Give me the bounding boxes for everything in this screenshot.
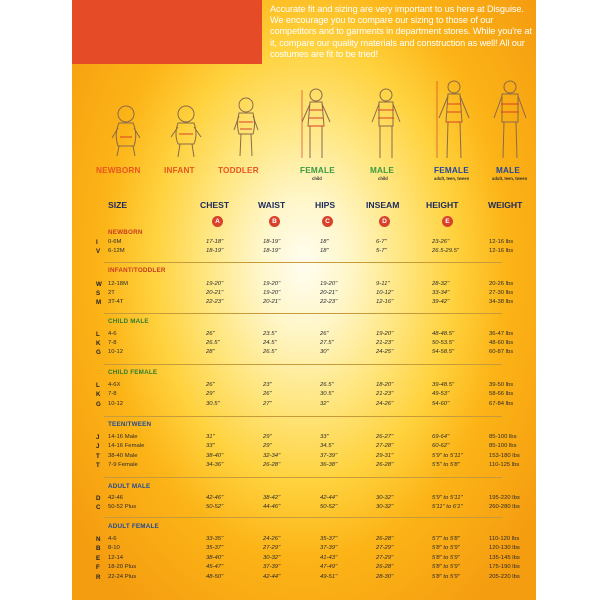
hips-cell: 18"	[320, 239, 329, 245]
size-name: 10-12	[108, 401, 124, 407]
waist-cell: 18-19"	[263, 239, 281, 245]
section-divider	[104, 313, 502, 314]
marker-c: C	[322, 216, 333, 227]
size-code: J	[96, 443, 100, 450]
size-code: N	[96, 536, 101, 543]
height-cell: 5'8" to 5'9"	[432, 555, 460, 561]
female-adult-figure	[434, 78, 474, 162]
size-code: C	[96, 504, 101, 511]
weight-cell: 58-66 lbs	[489, 391, 514, 397]
waist-cell: 38-42"	[263, 495, 281, 501]
table-row	[72, 503, 536, 512]
chest-cell: 35-37"	[206, 545, 224, 551]
waist-cell: 26"	[263, 391, 272, 397]
waist-cell: 26-28"	[263, 462, 281, 468]
inseam-cell: 28-30"	[376, 574, 394, 580]
chest-cell: 38-40"	[206, 555, 224, 561]
hips-cell: 30.5"	[320, 391, 334, 397]
table-row	[72, 535, 536, 544]
size-code: L	[96, 331, 100, 338]
chest-cell: 20-21"	[206, 290, 224, 296]
section-heading: CHILD FEMALE	[108, 369, 158, 376]
hips-cell: 19-20"	[320, 281, 338, 287]
figure-label-toddler: TODDLER	[218, 166, 259, 175]
figure-sub-male-child: child	[378, 176, 388, 181]
weight-cell: 27-30 lbs	[489, 290, 514, 296]
table-row	[72, 238, 536, 247]
figure-label-male-child: MALE	[370, 166, 394, 175]
size-name: 6-12M	[108, 248, 125, 254]
size-code: J	[96, 434, 100, 441]
hips-cell: 42-44"	[320, 495, 338, 501]
waist-cell: 24-26"	[263, 536, 281, 542]
size-name: 12-14	[108, 555, 124, 561]
size-code: T	[96, 453, 100, 460]
inseam-cell: 24-25"	[376, 349, 394, 355]
height-cell: 5'7" to 5'8"	[432, 536, 460, 542]
waist-cell: 32-34"	[263, 453, 281, 459]
header-size: SIZE	[108, 200, 128, 210]
weight-cell: 110-120 lbs	[489, 536, 520, 542]
height-cell: 49-53"	[432, 391, 450, 397]
figure-sub-female-adult: adult, teen, tween	[434, 176, 470, 181]
header-weight: WEIGHT	[488, 200, 523, 210]
size-name: 7-9 Female	[108, 462, 138, 468]
header-hips: HIPS	[315, 200, 336, 210]
chest-cell: 50-52"	[206, 504, 224, 510]
chest-cell: 17-18"	[206, 239, 224, 245]
table-row	[72, 461, 536, 470]
section-heading: NEWBORN	[108, 229, 143, 236]
size-name: 4-6X	[108, 382, 121, 388]
figure-sub-male-adult: adult, teen, tween	[492, 176, 528, 181]
section-heading: CHILD MALE	[108, 318, 149, 325]
hips-cell: 30"	[320, 349, 329, 355]
size-name: 7-8	[108, 340, 117, 346]
height-cell: 54-58.5"	[432, 349, 455, 355]
hips-cell: 32"	[320, 401, 329, 407]
figure-label-newborn: NEWBORN	[96, 166, 141, 175]
chest-cell: 31"	[206, 434, 215, 440]
chest-cell: 18-19"	[206, 248, 224, 254]
chest-cell: 29"	[206, 391, 215, 397]
waist-cell: 19-20"	[263, 290, 281, 296]
table-row	[72, 289, 536, 298]
hips-cell: 47-49"	[320, 564, 338, 570]
chest-cell: 45-47"	[206, 564, 224, 570]
table-row	[72, 348, 536, 357]
newborn-figure	[106, 104, 146, 160]
height-cell: 28-32"	[432, 281, 450, 287]
table-row	[72, 494, 536, 503]
chest-cell: 26"	[206, 382, 215, 388]
height-cell: 5'8" to 5'9"	[432, 574, 460, 580]
chest-cell: 30.5"	[206, 401, 220, 407]
size-code: D	[96, 495, 101, 502]
marker-d: D	[379, 216, 390, 227]
male-child-figure	[368, 86, 404, 162]
chest-cell: 33"	[206, 443, 215, 449]
section-divider	[104, 477, 502, 478]
size-name: 3T-4T	[108, 299, 124, 305]
weight-cell: 120-130 lbs	[489, 545, 520, 551]
waist-cell: 44-46"	[263, 504, 281, 510]
chest-cell: 48-50"	[206, 574, 224, 580]
table-row	[72, 247, 536, 256]
weight-cell: 67-84 lbs	[489, 401, 514, 407]
inseam-cell: 27-29"	[376, 555, 394, 561]
inseam-cell: 27-29"	[376, 545, 394, 551]
chest-cell: 22-23"	[206, 299, 224, 305]
weight-cell: 34-38 lbs	[489, 299, 514, 305]
weight-cell: 85-100 lbs	[489, 443, 517, 449]
table-row	[72, 381, 536, 390]
hips-cell: 49-51"	[320, 574, 338, 580]
chest-cell: 26.5"	[206, 340, 220, 346]
table-row	[72, 442, 536, 451]
inseam-cell: 30-32"	[376, 495, 394, 501]
size-name: 12-18M	[108, 281, 128, 287]
waist-cell: 27"	[263, 401, 272, 407]
marker-b: B	[269, 216, 280, 227]
inseam-cell: 21-23"	[376, 340, 394, 346]
section-divider	[104, 517, 502, 518]
weight-cell: 175-190 lbs	[489, 564, 520, 570]
marker-a: A	[212, 216, 223, 227]
height-cell: 5'5" to 5'8"	[432, 462, 460, 468]
figure-label-female-adult: FEMALE	[434, 166, 469, 175]
section-divider	[104, 364, 502, 365]
hips-cell: 26.5"	[320, 382, 334, 388]
size-name: 0-6M	[108, 239, 122, 245]
brand-color-block	[72, 0, 262, 64]
waist-cell: 27-29"	[263, 545, 281, 551]
section-heading: TEEN/TWEEN	[108, 421, 152, 428]
weight-cell: 110-125 lbs	[489, 462, 520, 468]
height-cell: 23-26"	[432, 239, 450, 245]
size-chart-page	[72, 0, 536, 600]
figure-label-female-child: FEMALE	[300, 166, 335, 175]
size-name: 7-8	[108, 391, 117, 397]
inseam-cell: 24-26"	[376, 401, 394, 407]
toddler-figure	[230, 96, 262, 160]
chest-cell: 33-35"	[206, 536, 224, 542]
chest-cell: 19-20"	[206, 281, 224, 287]
hips-cell: 18"	[320, 248, 329, 254]
waist-cell: 24.5"	[263, 340, 277, 346]
hips-cell: 22-23"	[320, 299, 338, 305]
size-code: K	[96, 340, 101, 347]
chest-cell: 28"	[206, 349, 215, 355]
inseam-cell: 27-28"	[376, 443, 394, 449]
table-row	[72, 330, 536, 339]
male-adult-figure	[490, 78, 530, 162]
header-waist: WAIST	[258, 200, 286, 210]
section-heading: INFANT/TODDLER	[108, 267, 166, 274]
section-heading: ADULT FEMALE	[108, 523, 159, 530]
table-row	[72, 298, 536, 307]
waist-cell: 23.5"	[263, 331, 277, 337]
weight-cell: 36-47 lbs	[489, 331, 514, 337]
size-name: 14-16 Female	[108, 443, 145, 449]
waist-cell: 29"	[263, 443, 272, 449]
height-cell: 5'11" to 6'1"	[432, 504, 463, 510]
weight-cell: 48-60 lbs	[489, 340, 514, 346]
size-code: G	[96, 349, 101, 356]
height-cell: 50-53.5"	[432, 340, 455, 346]
inseam-cell: 29-31"	[376, 453, 394, 459]
inseam-cell: 21-23"	[376, 391, 394, 397]
weight-cell: 20-26 lbs	[489, 281, 514, 287]
height-cell: 5'9" to 5'11"	[432, 453, 463, 459]
hips-cell: 26"	[320, 331, 329, 337]
weight-cell: 205-220 lbs	[489, 574, 520, 580]
figure-sub-female-child: child	[312, 176, 322, 181]
inseam-cell: 19-20"	[376, 331, 394, 337]
hips-cell: 37-39"	[320, 545, 338, 551]
waist-cell: 26.5"	[263, 349, 277, 355]
hips-cell: 50-52"	[320, 504, 338, 510]
weight-cell: 260-280 lbs	[489, 504, 520, 510]
table-row	[72, 573, 536, 582]
hips-cell: 36-38"	[320, 462, 338, 468]
waist-cell: 20-21"	[263, 299, 281, 305]
height-cell: 54-60"	[432, 401, 450, 407]
header-chest: CHEST	[200, 200, 230, 210]
table-row	[72, 544, 536, 553]
table-row	[72, 400, 536, 409]
size-name: 14-16 Male	[108, 434, 138, 440]
inseam-cell: 6-7"	[376, 239, 387, 245]
size-name: 38-40 Male	[108, 453, 138, 459]
hips-cell: 33"	[320, 434, 329, 440]
size-name: 22-24 Plus	[108, 574, 137, 580]
table-row	[72, 452, 536, 461]
size-code: L	[96, 382, 100, 389]
size-name: 4-6	[108, 331, 117, 337]
hips-cell: 20-21"	[320, 290, 338, 296]
height-cell: 5'9" to 5'11"	[432, 495, 463, 501]
hips-cell: 35-37"	[320, 536, 338, 542]
inseam-cell: 26-28"	[376, 564, 394, 570]
size-code: B	[96, 545, 101, 552]
hips-cell: 37-39"	[320, 453, 338, 459]
infant-figure	[166, 104, 206, 160]
size-name: 8-10	[108, 545, 120, 551]
header-height: HEIGHT	[426, 200, 459, 210]
hips-cell: 41-43"	[320, 555, 338, 561]
hips-cell: 34.5"	[320, 443, 334, 449]
size-code: V	[96, 248, 101, 255]
inseam-cell: 10-12"	[376, 290, 394, 296]
inseam-cell: 30-32"	[376, 504, 394, 510]
size-code: S	[96, 290, 101, 297]
size-name: 2T	[108, 290, 115, 296]
weight-cell: 60-87 lbs	[489, 349, 514, 355]
waist-cell: 29"	[263, 434, 272, 440]
intro-text: Accurate fit and sizing are very important to us here at Disguise. We encourage you to compare our sizing to those of our competitors and to garments in department stores. While you're at it, compare our quality materials and construction as well! All our costumes are fit to be tried!	[270, 4, 532, 59]
header-inseam: INSEAM	[366, 200, 400, 210]
inseam-cell: 26-28"	[376, 536, 394, 542]
chest-cell: 34-36"	[206, 462, 224, 468]
hips-cell: 27.5"	[320, 340, 334, 346]
chest-cell: 26"	[206, 331, 215, 337]
inseam-cell: 26-28"	[376, 462, 394, 468]
size-name: 18-20 Plus	[108, 564, 137, 570]
weight-cell: 39-50 lbs	[489, 382, 514, 388]
inseam-cell: 12-16"	[376, 299, 394, 305]
waist-cell: 19-20"	[263, 281, 281, 287]
chest-cell: 38-40"	[206, 453, 224, 459]
size-code: E	[96, 555, 101, 562]
size-code: T	[96, 462, 100, 469]
size-code: W	[96, 281, 102, 288]
height-cell: 60-62"	[432, 443, 450, 449]
section-divider	[104, 262, 502, 263]
weight-cell: 153-180 lbs	[489, 453, 520, 459]
height-cell: 5'8" to 5'9"	[432, 545, 460, 551]
height-cell: 26.5-29.5"	[432, 248, 459, 254]
chest-cell: 42-46"	[206, 495, 224, 501]
height-cell: 69-64"	[432, 434, 450, 440]
size-code: F	[96, 564, 100, 571]
section-heading: ADULT MALE	[108, 483, 151, 490]
size-code: K	[96, 391, 101, 398]
table-row	[72, 339, 536, 348]
size-name: 4-6	[108, 536, 117, 542]
size-name: 50-52 Plus	[108, 504, 137, 510]
height-cell: 33-34"	[432, 290, 450, 296]
waist-cell: 37-39"	[263, 564, 281, 570]
size-name: 42-46	[108, 495, 124, 501]
table-row	[72, 433, 536, 442]
section-divider	[104, 416, 502, 417]
waist-cell: 30-32"	[263, 555, 281, 561]
size-code: R	[96, 574, 101, 581]
waist-cell: 18-19"	[263, 248, 281, 254]
size-name: 10-12	[108, 349, 124, 355]
inseam-cell: 18-20"	[376, 382, 394, 388]
table-row	[72, 554, 536, 563]
table-row	[72, 280, 536, 289]
figure-label-infant: INFANT	[164, 166, 195, 175]
weight-cell: 85-100 lbs	[489, 434, 517, 440]
weight-cell: 135-145 lbs	[489, 555, 520, 561]
height-cell: 48-48.5"	[432, 331, 455, 337]
height-cell: 39-42"	[432, 299, 450, 305]
marker-e: E	[442, 216, 453, 227]
inseam-cell: 5-7"	[376, 248, 387, 254]
weight-cell: 12-16 lbs	[489, 239, 514, 245]
table-row	[72, 390, 536, 399]
inseam-cell: 9-11"	[376, 281, 390, 287]
female-child-figure	[298, 86, 334, 162]
height-cell: 39-48.5"	[432, 382, 455, 388]
size-code: M	[96, 299, 102, 306]
table-row	[72, 563, 536, 572]
size-code: G	[96, 401, 101, 408]
waist-cell: 42-44"	[263, 574, 281, 580]
size-code: I	[96, 239, 98, 246]
height-cell: 5'8" to 5'9"	[432, 564, 460, 570]
weight-cell: 195-220 lbs	[489, 495, 520, 501]
inseam-cell: 26-27"	[376, 434, 394, 440]
figure-label-male-adult: MALE	[496, 166, 520, 175]
waist-cell: 23"	[263, 382, 272, 388]
weight-cell: 12-16 lbs	[489, 248, 514, 254]
